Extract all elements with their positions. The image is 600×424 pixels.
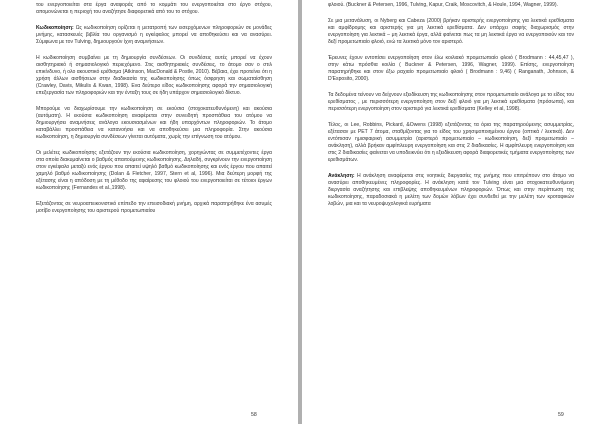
paragraph: φλοιού. (Buckner & Petersen, 1996, Tulving, Kapur, Craik, Moscovitch, & Houle, 1994, Wagner, 1999). bbox=[328, 2, 558, 8]
paragraph: Σε μια μετανάλυση, οι Nyberg και Cabeza (2000) βρήκαν αριστερής ενεργοποίησης για λεκτικά ερεθίσματα και αμφίδρομης και αριστερής για μη λεκτικά ερεθίσματα. Δεν υπάρχει σαφής διαχωρισμός στην ενεργοποίηση για λεκτικά – μη λεκτικά έργα, αλλά φαίνεται πως τα μη λεκτικά έργα να ενεργοποιούν και τον δεξί προμετωπιαίο φλοιό, ενώ τα λεκτικά μόνο τον αριστερό. bbox=[328, 17, 574, 45]
page-number: 59 bbox=[558, 412, 564, 418]
left-page-body bbox=[36, 2, 272, 224]
paragraph: Εξετάζοντας σε νευροαπεικονιστικό επίπεδο την επεισοδιακή μνήμη, αρχικά παρατηρήθηκε ένα ασυμές μοτίβο ενεργοποίησης του αριστερού προμετωπιαίου bbox=[36, 201, 272, 215]
paragraph: Κωδικοποίηση: Ως κωδικοποίηση ορίζεται η μετατροπή των εισερχόμενων πληροφοριών σε μονάδες μνήμης, κατασκευές βιβλία του οργανισμό η εγκέφαλος μπορεί να αποθηκεύσει και να ανασύρει. Σύμφωνα με τον Tulving, δημιουργούν ίχνη αναμνήσεων. bbox=[36, 24, 272, 45]
right-page bbox=[302, 0, 600, 424]
paragraph: του ενεργοποιείται στα έργα αναφοράς από το κομμάτι του ενεργοποιείται στο έργο στόχου, απομονώνεται η περιοχή του αναζήτησε διαφορετικά από του το στόχου. bbox=[36, 2, 272, 16]
right-page-body bbox=[328, 2, 574, 217]
paragraph: Η κωδικοποίηση συμβαίνει με τη δημιουργία συνδέσεων. Οι συνδέσεις αυτές μπορεί να έχουν αισθητηριακό ή σημασιολογικό περιεχόμενο. Στις αισθητηριακές συνδέσεις, το άτομο σαν ο στιλ επικίνδυνο, ή ολο ακουστικό ερέθισμα (Atkinson, MacDonald & Postle, 2010). Βέβαια, έχει προτείνει ότι η χρήση άλλων αισθήσεων στην διαδικασία της κωδικοποίησης όπως όσφρηση και σωματαίσθηση (Crawley, Davis, Mikulis & Kwan, 1998). Ενα δεύτερο είδος κωδικοποίησης αφορά την σημασιολογική επεξεργασία των πληροφοριών και την ένταξη τους σε ήδη υπάρχον σημασιολογικό δίκτυο. bbox=[36, 54, 272, 97]
paragraph: Μπορούμε να διαχωρίσουμε την κωδικοποίηση σε εκούσια (στοχοκατευθυνόμενη) και ακούσια (αυτόματη). Η εκούσια κωδικοποίηση αναφέρεται στην συνειδητή προσπάθεια του ατόμου να δημιουργήσει αναμνήσεις ανάλογα εκουσιασμένων και ήδη υπαρχόντων πληροφοριών. Το άτομο καταβάλλει προσπάθεια να κατανοήσει και να αποθηκεύσει μια πληροφορία. Στην ακούσια κωδικοποίηση, η δημιουργία συνδέσεων γίνεται αυτόματα, χωρίς την επίγνωση του ατόμου. bbox=[36, 105, 272, 141]
section-term: Ανάκληση: bbox=[328, 172, 355, 179]
paragraph: Έρευνες έχουν εντοπίσει ενεργοποίηση στον έλω κοιλιακό προμετωπιαίο φλοιό ( Brodmann : 44,45,47 ), στην κάτω πρόσθια κοιλία ( Buckner & Petersen, 1996, Wagner, 1999). Επίσης, ενεργοποίηση παρατηρήθηκε και στον έξω ραχιαίο προμετωπιαίο φλοιό ( Brodmann : 9,46) ( Ranganath, Johnson, & D'Esposito, 2000). bbox=[328, 54, 574, 82]
paragraph: Οι μελέτες κωδικοποίησης εξετάζουν την εκούσια κωδικοποίηση, χορηγώντας σε συμμετέχοντες έργα στα οποία διακυμαίνεται ο βαθμός απαιτούμενης κωδικοποίησης. Δηλαδή, συγκρίνουν την ενεργοποίηση στον εγκέφαλο μεταξύ ενός έργου που απαιτεί υψηλό βαθμό κωδικοποίησης και ενός έργου που απαιτεί χαμηλό βαθμό κωδικοποίησης (Dolan & Fletcher, 1997, Stern et al, 1996). Μια δεύτερη μορφή της εξέτασης είναι η απόδοση με τη μέθοδο της αφαίρεσης του φλοιού του ενεργοποιείται σε τέτοιοι έργων κωδικοποίησης (Fernandes et al.,1998). bbox=[36, 149, 272, 192]
left-page bbox=[0, 0, 298, 424]
section-term: Κωδικοποίηση: bbox=[36, 24, 74, 31]
paragraph: Ανάκληση: Η ανάκληση αναφέρεται στις νοητικές διεργασίες της μνήμης που επιτρέπουν στο άτομο να ανασύρει αποθηκευμένες πληροφορίες. Η ανάκληση κατά τον Tulving είναι μια στοχοκατευθυνόμενη διεργασία αναζήτησης και επιβλεψης αποθηκευμένων πληροφοριών. Όπως και στην περίπτωση της κωδικοποίησης, παραδοσιακά η μελέτη των δομών λόβων έχει συνδεθεί με την μελέτη των κροταφικών λοβών, μια και τα νευροψυχολογικά ευρήματα bbox=[328, 172, 574, 208]
page-number: 58 bbox=[251, 412, 257, 418]
paragraph: Τέλος, οι Lee, Robbins, Pickard, &Owens (1998) εξετάζοντας τα όρια της παρατηρούμενης ασυμμετρίας, εξέτασαν με PET 7 άτομα, σταθμίζοντας για το είδος του χρησιμοποιημένου έργου (οπτικά / λεκτικά). Δεν εντόπισαν ημισφαιρική ασυμμετρία (αριστερό προμετωπιαίο – κωδικοποίηση, δεξί προμετωπιαίο – ανάκληση), αλλά βρήκαν αμφίπλευρη ενεργοποίηση και στις 2 διαδικασίες. Η αμφίπλευρη ενεργοποίηση και στις 2 διαδικασίες φαίνεται να υποδεικνύει ότι η εξειδίκευση αφορά διαφορετικές τμήματα ενεργοποίησης των ερεθισμάτων. bbox=[328, 121, 574, 163]
paragraph: Τα δεδομένα τείνουν να δείχνουν εξειδίκευση της κωδικοποίησης στον προμετωπιαίο ανάλογα με το είδος του ερεθίσματος , με περισσότερη ενεργοποίηση στον δεξί φλοιό για μη λεκτικά ερεθίσματα (πρόσωπα), και περισσότερη ενεργοποίηση στον αριστερό για λεκτικά ερεθίσματα (Kelley et al, 1998). bbox=[328, 91, 574, 112]
